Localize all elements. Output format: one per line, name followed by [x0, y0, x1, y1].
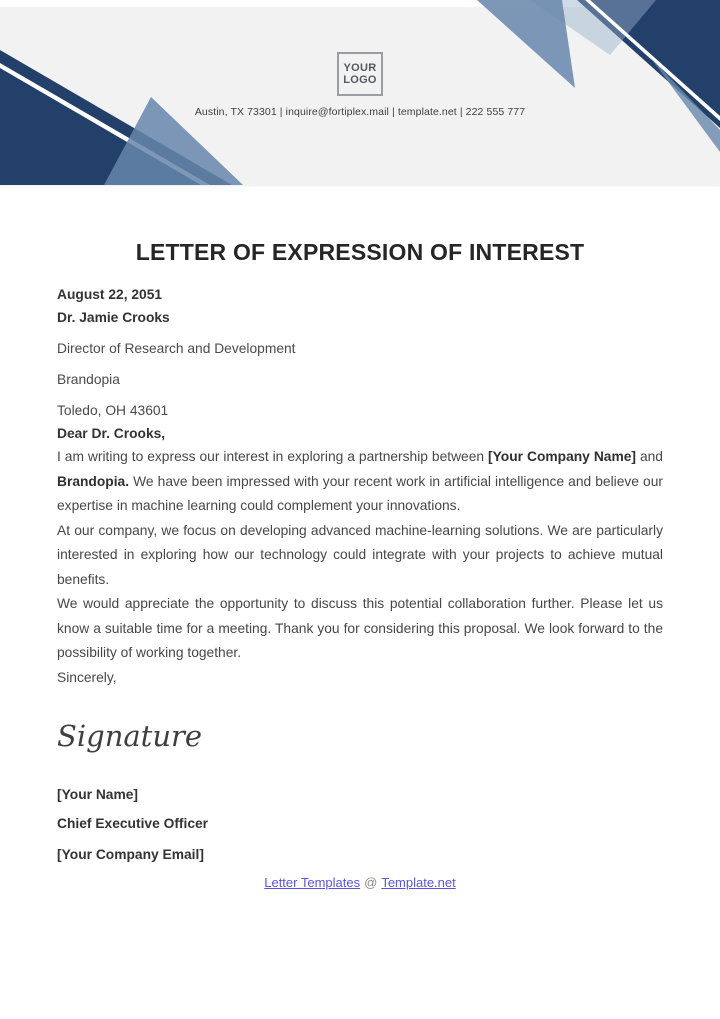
- closing: Sincerely,: [57, 669, 117, 685]
- letter-content: [0, 238, 720, 891]
- sender-name: [Your Name]: [57, 787, 139, 802]
- salutation: Dear Dr. Crooks,: [57, 426, 166, 441]
- contact-info: Austin, TX 73301 | inquire@fortiplex.mail | template.net | 222 555 777: [194, 106, 526, 118]
- template-net-link[interactable]: Template.net: [381, 875, 456, 890]
- body-paragraph: I am writing to express our interest in exploring a partnership between [Your Company Name] and Brandopia. We have been impressed with your recent work in artificial intelligence and believe our expertise in machine learning could complement your innovations.: [57, 449, 663, 513]
- letterhead: [0, 0, 720, 185]
- recipient-name: Dr. Jamie Crooks: [57, 310, 170, 325]
- date-line: August 22, 2051: [57, 287, 163, 302]
- letter-body: [57, 445, 663, 666]
- logo-text-line1: YOUR: [343, 62, 377, 74]
- letter-templates-link[interactable]: Letter Templates: [264, 875, 361, 890]
- recipient-company: Brandopia: [57, 372, 120, 387]
- recipient-address: Toledo, OH 43601: [57, 403, 169, 418]
- body-paragraph: At our company, we focus on developing advanced machine-learning solutions. We are particularly interested in exploring how our technology could integrate with your projects to achieve mutual benefits.: [57, 522, 663, 587]
- footer-attribution: [57, 875, 663, 891]
- sender-title: Chief Executive Officer: [57, 816, 209, 831]
- footer-separator: @: [364, 875, 378, 890]
- letterhead-center: [0, 0, 720, 118]
- sender-email: [Your Company Email]: [57, 847, 204, 862]
- logo-text-line2: LOGO: [343, 74, 377, 86]
- signature-script: Signature: [57, 719, 203, 753]
- logo-placeholder: [337, 52, 383, 96]
- body-paragraph: We would appreciate the opportunity to discuss this potential collaboration further. Please let us know a suitable time for a meeting. Thank you for considering this proposal. We look forward to the possibility of working together.: [57, 596, 663, 660]
- page-title: LETTER OF EXPRESSION OF INTEREST: [135, 239, 585, 265]
- recipient-title: Director of Research and Development: [57, 341, 296, 356]
